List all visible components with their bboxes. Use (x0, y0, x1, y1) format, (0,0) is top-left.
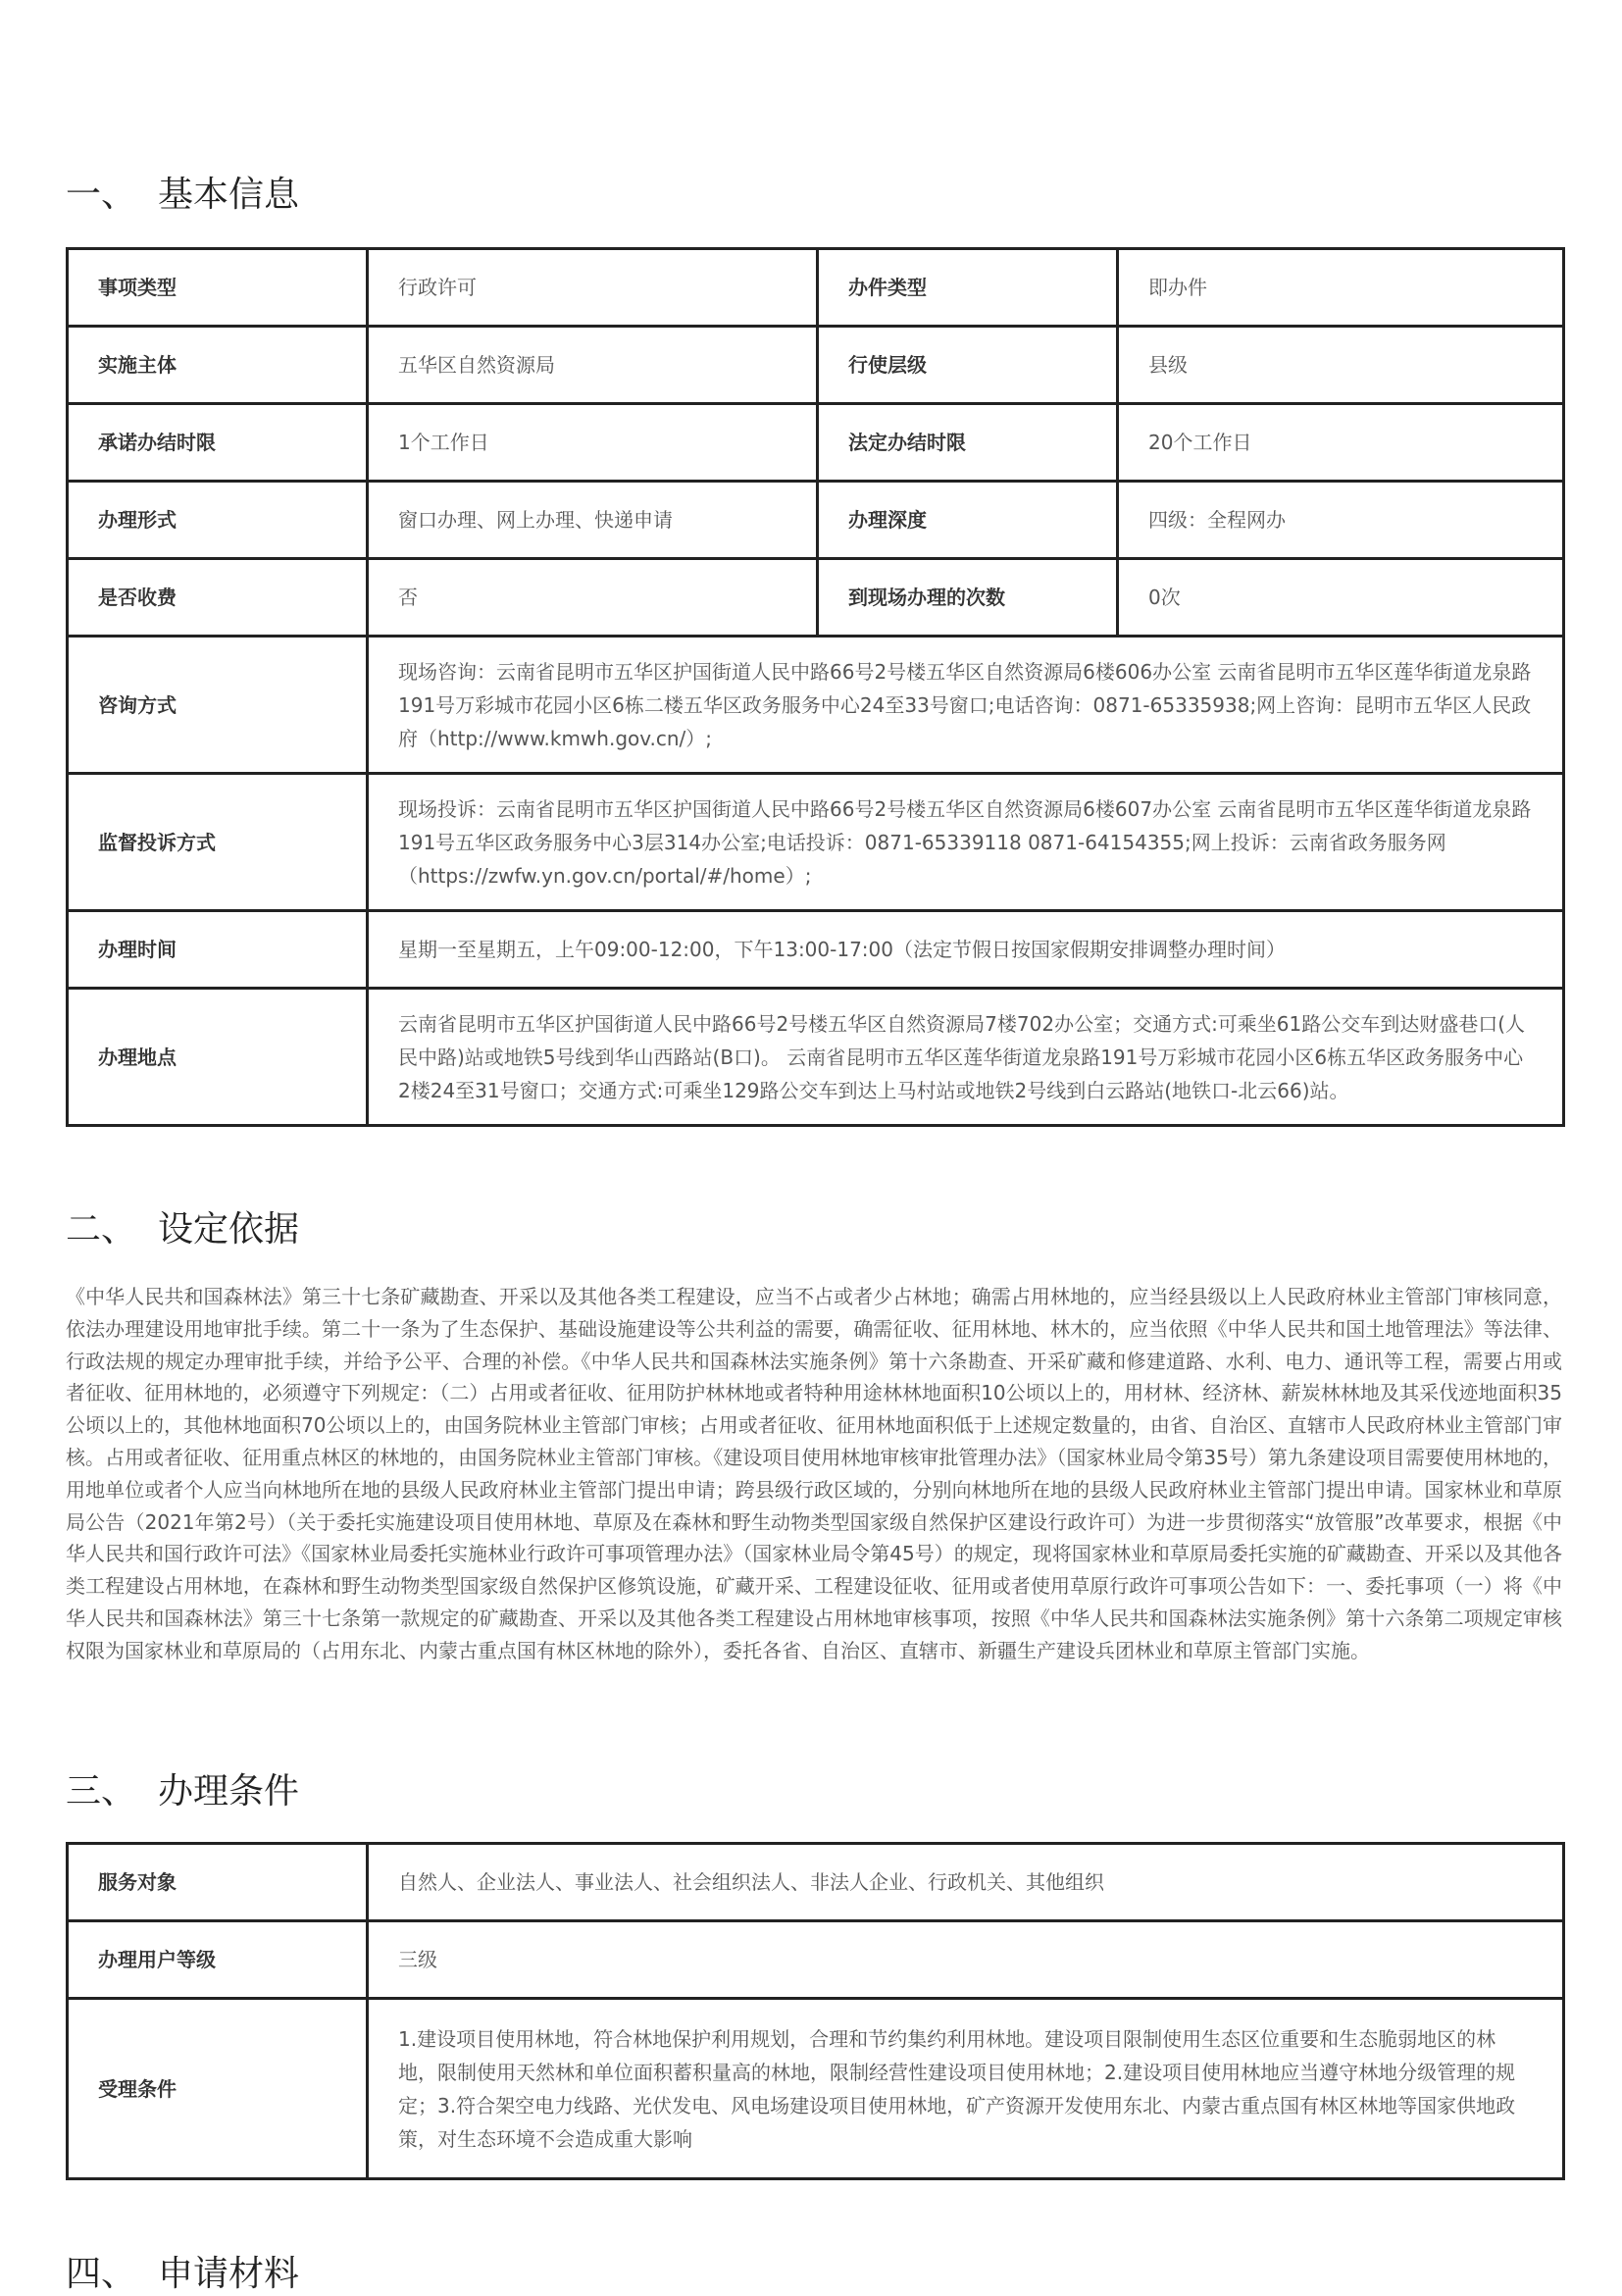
table-row (68, 404, 1564, 482)
field-label: 办理用户等级 (68, 1921, 368, 1999)
field-label: 办理形式 (68, 482, 368, 559)
field-label: 监督投诉方式 (68, 774, 368, 911)
table-row (68, 482, 1564, 559)
field-value: 星期一至星期五，上午09:00-12:00，下午13:00-17:00（法定节假日按国家假期安排调整办理时间） (368, 911, 1564, 989)
field-label: 受理条件 (68, 1999, 368, 2179)
field-label: 法定办结时限 (818, 404, 1118, 482)
table-row (68, 1921, 1564, 1999)
section-conditions-heading (66, 1763, 299, 1813)
table-row (68, 637, 1564, 774)
field-value: 即办件 (1118, 249, 1564, 327)
field-label: 办件类型 (818, 249, 1118, 327)
field-value: 自然人、企业法人、事业法人、社会组织法人、非法人企业、行政机关、其他组织 (368, 1844, 1564, 1921)
section-number: 三、 (66, 1771, 137, 1811)
field-value: 三级 (368, 1921, 1564, 1999)
field-label: 服务对象 (68, 1844, 368, 1921)
table-row (68, 1844, 1564, 1921)
field-value: 行政许可 (368, 249, 818, 327)
field-value: 现场投诉：云南省昆明市五华区护国街道人民中路66号2号楼五华区自然资源局6楼607办公室 云南省昆明市五华区莲华街道龙泉路191号五华区政务服务中心3层314办公室;电话投诉：0871-65339118 0871-64154355;网上投诉：云南省政务服务网（https://zwfw.yn.gov.cn/portal/#/home）; (368, 774, 1564, 911)
field-label: 办理深度 (818, 482, 1118, 559)
table-row (68, 559, 1564, 637)
conditions-table (66, 1842, 1565, 2180)
section-materials-heading (66, 2246, 299, 2296)
field-value: 20个工作日 (1118, 404, 1564, 482)
field-value: 1.建设项目使用林地，符合林地保护利用规划，合理和节约集约利用林地。建设项目限制使用生态区位重要和生态脆弱地区的林地，限制使用天然林和单位面积蓄积量高的林地，限制经营性建设项目使用林地；2.建设项目使用林地应当遵守林地分级管理的规定；3.符合架空电力线路、光伏发电、风电场建设项目使用林地，矿产资源开发使用东北、内蒙古重点国有林区林地等国家供地政策，对生态环境不会造成重大影响 (368, 1999, 1564, 2179)
table-row (68, 911, 1564, 989)
field-label: 事项类型 (68, 249, 368, 327)
field-label: 到现场办理的次数 (818, 559, 1118, 637)
table-row (68, 327, 1564, 404)
section-title-text: 基本信息 (158, 175, 300, 215)
field-value: 五华区自然资源局 (368, 327, 818, 404)
field-label: 咨询方式 (68, 637, 368, 774)
section-number: 二、 (66, 1209, 137, 1250)
field-label: 行使层级 (818, 327, 1118, 404)
field-value: 窗口办理、网上办理、快递申请 (368, 482, 818, 559)
field-label: 是否收费 (68, 559, 368, 637)
field-label: 办理地点 (68, 989, 368, 1126)
section-number: 四、 (66, 2254, 137, 2294)
section-title-text: 设定依据 (158, 1209, 300, 1250)
section-legal-basis-heading (66, 1201, 299, 1251)
field-value: 县级 (1118, 327, 1564, 404)
section-title-text: 办理条件 (158, 1771, 300, 1811)
field-value: 现场咨询：云南省昆明市五华区护国街道人民中路66号2号楼五华区自然资源局6楼606办公室 云南省昆明市五华区莲华街道龙泉路191号万彩城市花园小区6栋二楼五华区政务服务中心24至33号窗口;电话咨询：0871-65335938;网上咨询：昆明市五华区人民政府（http://www.kmwh.gov.cn/）; (368, 637, 1564, 774)
field-label: 实施主体 (68, 327, 368, 404)
basic-info-table (66, 247, 1565, 1127)
field-value: 否 (368, 559, 818, 637)
table-row (68, 989, 1564, 1126)
field-label: 办理时间 (68, 911, 368, 989)
section-basic-info-heading (66, 167, 299, 217)
field-value: 0次 (1118, 559, 1564, 637)
table-row (68, 249, 1564, 327)
table-row (68, 1999, 1564, 2179)
field-value: 四级：全程网办 (1118, 482, 1564, 559)
section-title-text: 申请材料 (158, 2254, 300, 2294)
section-number: 一、 (66, 175, 137, 215)
field-value: 1个工作日 (368, 404, 818, 482)
field-value: 云南省昆明市五华区护国街道人民中路66号2号楼五华区自然资源局7楼702办公室；交通方式:可乘坐61路公交车到达财盛巷口(人民中路)站或地铁5号线到华山西路站(B口)。 云南省昆明市五华区莲华街道龙泉路191号万彩城市花园小区6栋五华区政务服务中心2楼24至31号窗口；交通方式:可乘坐129路公交车到达上马村站或地铁2号线到白云路站(地铁口-北云66)站。 (368, 989, 1564, 1126)
legal-basis-text: 《中华人民共和国森林法》第三十七条矿藏勘查、开采以及其他各类工程建设，应当不占或者少占林地；确需占用林地的，应当经县级以上人民政府林业主管部门审核同意，依法办理建设用地审批手续。第二十一条为了生态保护、基础设施建设等公共利益的需要，确需征收、征用林地、林木的，应当依照《中华人民共和国土地管理法》等法律、行政法规的规定办理审批手续，并给予公平、合理的补偿。《中华人民共和国森林法实施条例》第十六条勘查、开采矿藏和修建道路、水利、电力、通讯等工程，需要占用或者征收、征用林地的，必须遵守下列规定：（二）占用或者征收、征用防护林林地或者特种用途林林地面积10公顷以上的，用材林、经济林、薪炭林林地及其采伐迹地面积35公顷以上的，其他林地面积70公顷以上的，由国务院林业主管部门审核；占用或者征收、征用林地面积低于上述规定数量的，由省、自治区、直辖市人民政府林业主管部门审核。占用或者征收、征用重点林区的林地的，由国务院林业主管部门审核。《建设项目使用林地审核审批管理办法》（国家林业局令第35号）第九条建设项目需要使用林地的，用地单位或者个人应当向林地所在地的县级人民政府林业主管部门提出申请；跨县级行政区域的，分别向林地所在地的县级人民政府林业主管部门提出申请。国家林业和草原局公告（2021年第2号）（关于委托实施建设项目使用林地、草原及在森林和野生动物类型国家级自然保护区建设行政许可）为进一步贯彻落实“放管服”改革要求，根据《中华人民共和国行政许可法》《国家林业局委托实施林业行政许可事项管理办法》（国家林业局令第45号）的规定，现将国家林业和草原局委托实施的矿藏勘查、开采以及其他各类工程建设占用林地，在森林和野生动物类型国家级自然保护区修筑设施，矿藏开采、工程建设征收、征用或者使用草原行政许可事项公告如下：一、委托事项（一）将《中华人民共和国森林法》第三十七条第一款规定的矿藏勘查、开采以及其他各类工程建设占用林地审核事项，按照《中华人民共和国森林法实施条例》第十六条第二项规定审核权限为国家林业和草原局的（占用东北、内蒙古重点国有林区林地的除外），委托各省、自治区、直辖市、新疆生产建设兵团林业和草原主管部门实施。 (66, 1285, 1562, 1662)
field-label: 承诺办结时限 (68, 404, 368, 482)
table-row (68, 774, 1564, 911)
